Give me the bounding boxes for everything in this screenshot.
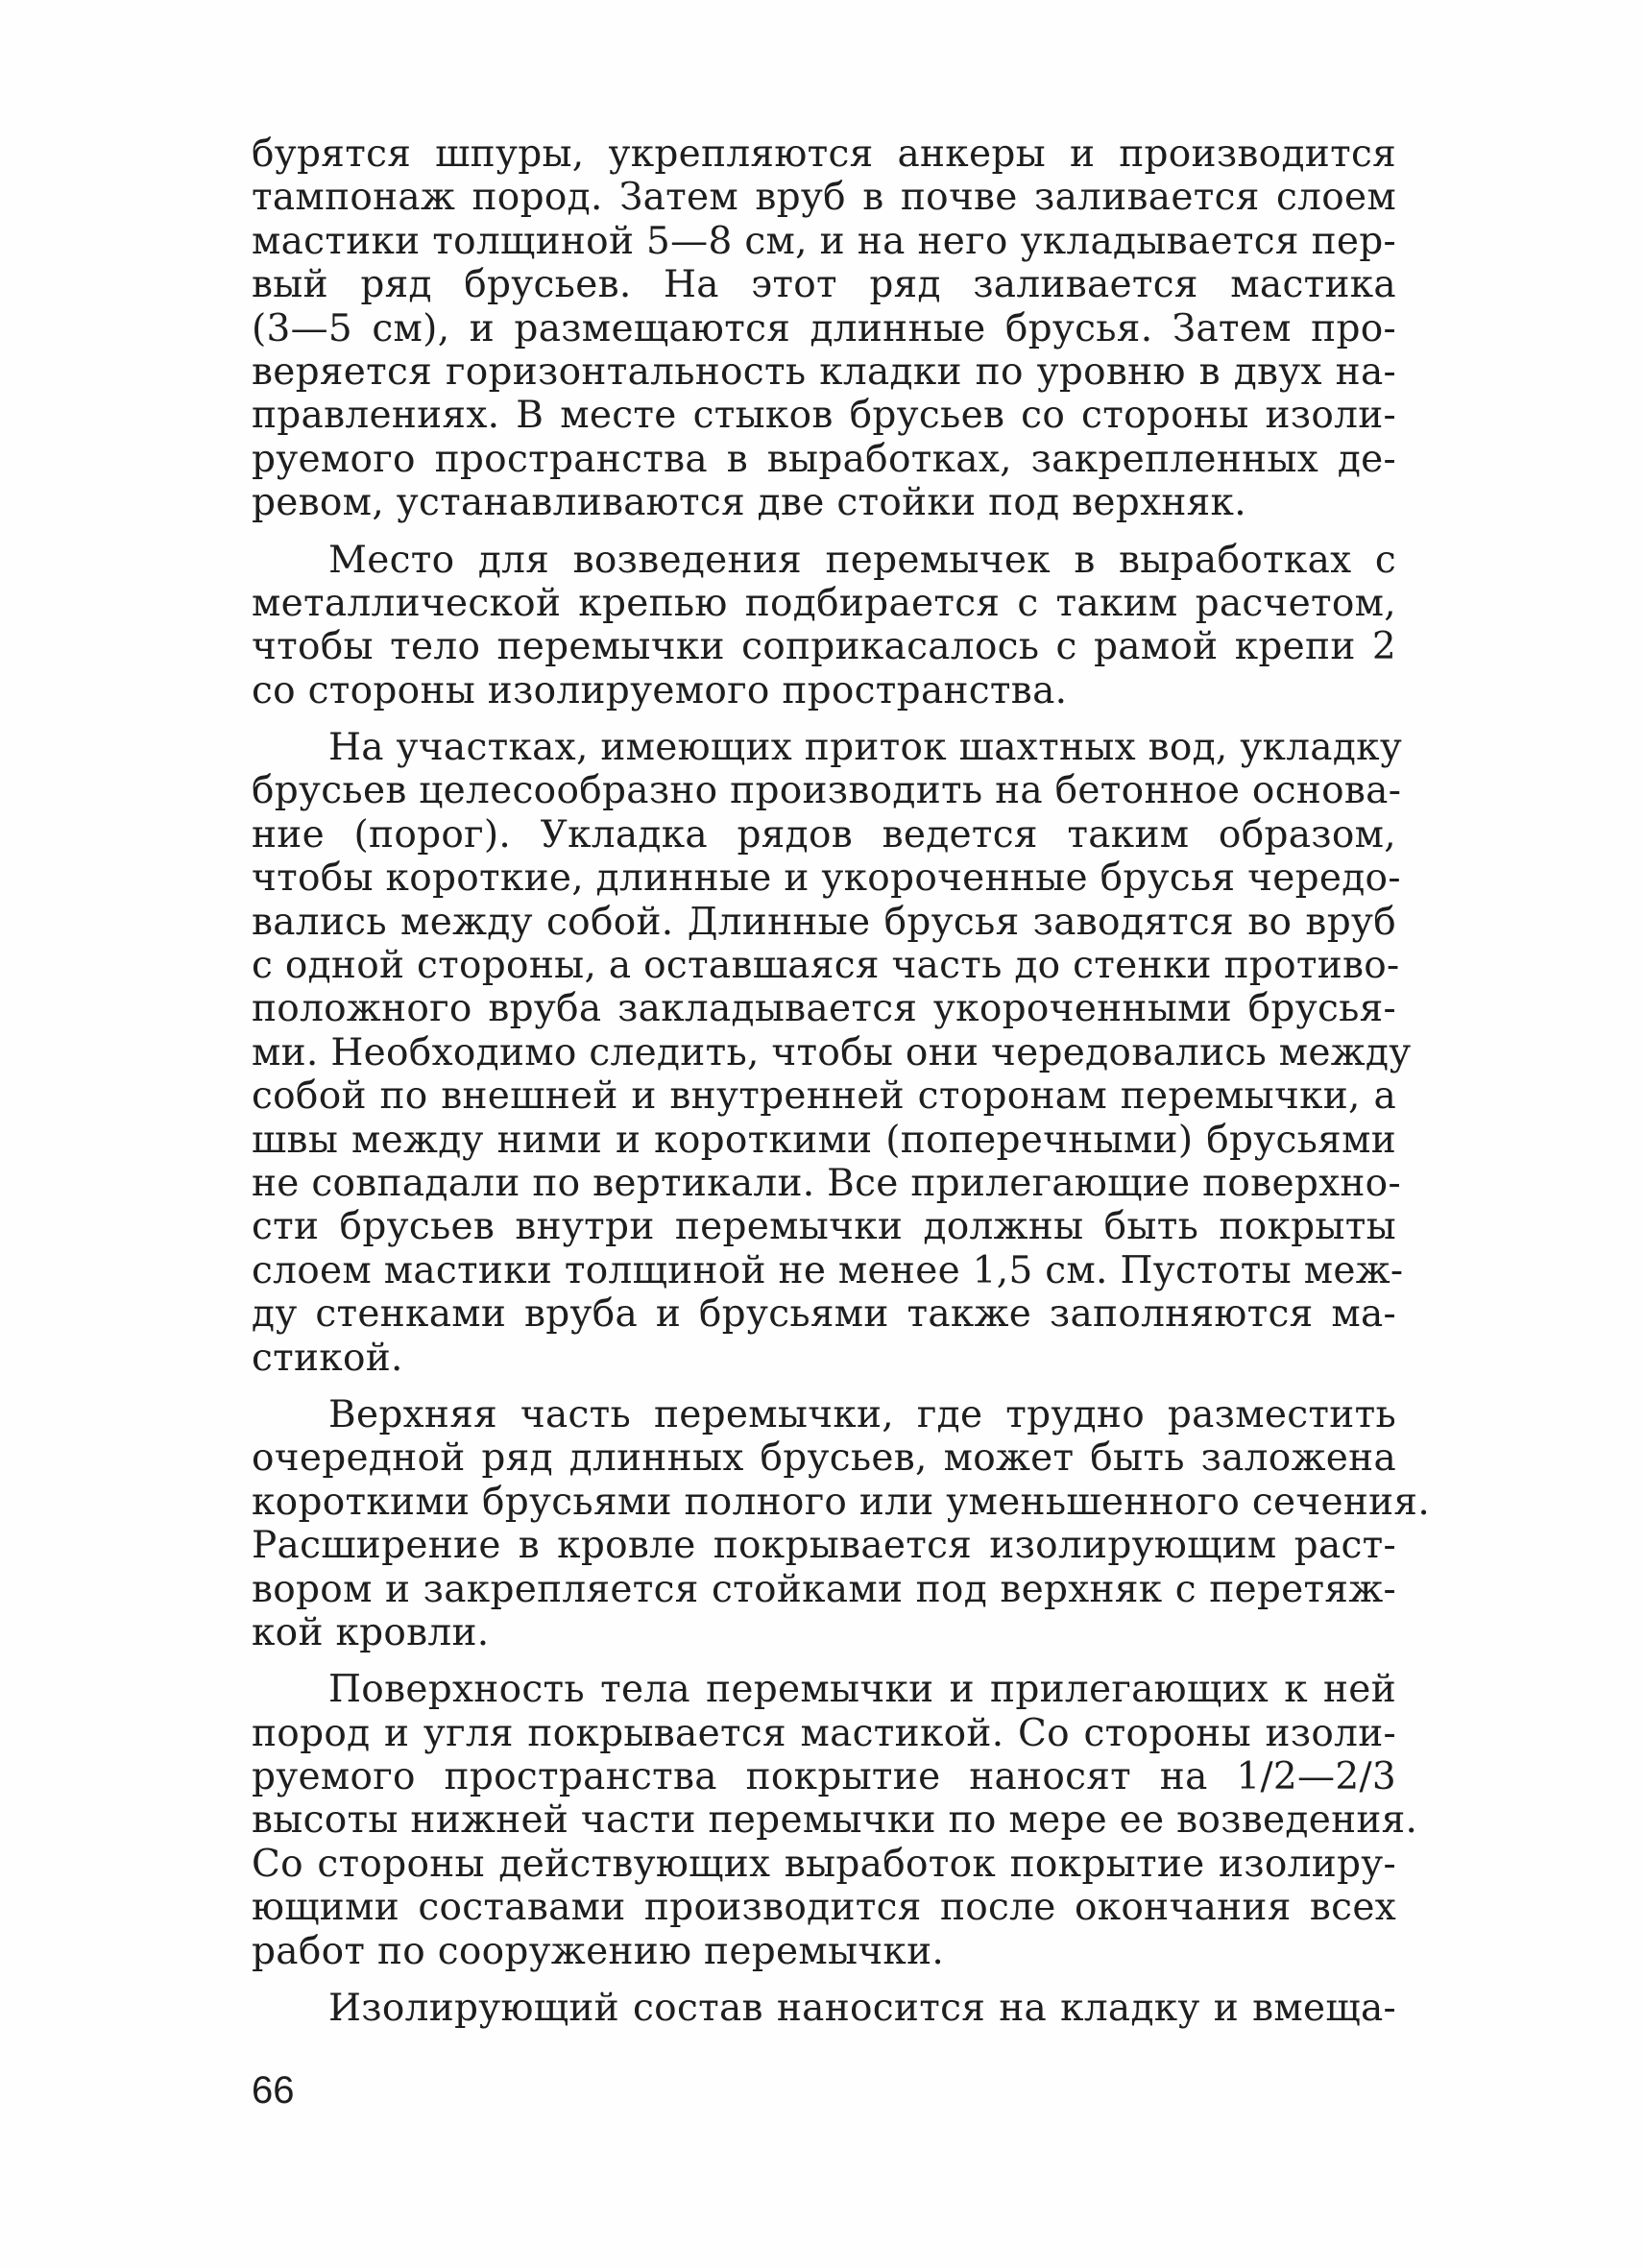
body-text: [252, 133, 1431, 2031]
text-line: сти брусьев внутри перемычки должны быть покрыты: [252, 1205, 1396, 1249]
text-line: не совпадали по вертикали. Все прилегающие поверхно-: [252, 1161, 1401, 1205]
text-line: Расширение в кровле покрывается изолирующим раст-: [252, 1524, 1396, 1568]
page-number: 66: [252, 2069, 295, 2111]
text-line: ющими составами производится после окончания всех: [252, 1886, 1396, 1930]
text-line: На участках, имеющих приток шахтных вод, укладку: [328, 726, 1403, 770]
text-line: Поверхность тела перемычки и прилегающих к ней: [328, 1668, 1396, 1712]
text-line: правлениях. В месте стыков брусьев со стороны изоли-: [252, 394, 1396, 438]
text-line: положного вруба закладывается укороченными брусья-: [252, 987, 1396, 1031]
text-line: очередной ряд длинных брусьев, может быть заложена: [252, 1436, 1396, 1481]
paragraph-1: [252, 133, 1396, 525]
text-line: швы между ними и короткими (поперечными) брусьями: [252, 1118, 1396, 1162]
text-line: Место для возведения перемычек в выработках с: [328, 538, 1396, 582]
text-line: Со стороны действующих выработок покрытие изолиру-: [252, 1842, 1396, 1886]
text-line: брусьев целесообразно производить на бетонное основа-: [252, 769, 1402, 813]
paragraph-3: [252, 726, 1412, 1380]
text-line: металлической крепью подбирается с таким расчетом,: [252, 581, 1396, 625]
text-line: работ по сооружению перемычки.: [252, 1929, 945, 1973]
text-line: вались между собой. Длинные брусья заводятся во вруб: [252, 900, 1396, 944]
paragraph-2: [252, 539, 1396, 713]
text-line: тампонаж пород. Затем вруб в почве заливается слоем: [252, 176, 1396, 220]
text-line: ние (порог). Укладка рядов ведется таким образом,: [252, 812, 1396, 857]
paragraph-5: [252, 1668, 1418, 1973]
text-line: пород и угля покрывается мастикой. Со стороны изоли-: [252, 1711, 1396, 1755]
text-line: ми. Необходимо следить, чтобы они чередовались между: [252, 1030, 1412, 1074]
text-line: Изолирующий состав наносится на кладку и вмеща-: [328, 1987, 1396, 2031]
text-line: собой по внешней и внутренней сторонам перемычки, а: [252, 1074, 1396, 1119]
text-line: ревом, устанавливаются две стойки под верхняк.: [252, 481, 1246, 525]
text-line: чтобы тело перемычки соприкасалось с рамой крепи 2: [252, 625, 1396, 669]
text-line: (3—5 см), и размещаются длинные брусья. Затем про-: [252, 306, 1396, 350]
text-line: веряется горизонтальность кладки по уровню в двух на-: [252, 350, 1396, 394]
text-line: вором и закрепляется стойками под верхняк с перетяж-: [252, 1567, 1396, 1611]
text-line: бурятся шпуры, укрепляются анкеры и производится: [252, 133, 1396, 176]
text-line: со стороны изолируемого пространства.: [252, 668, 1068, 712]
text-line: вый ряд брусьев. На этот ряд заливается мастика: [252, 263, 1396, 307]
text-line: чтобы короткие, длинные и укороченные брусья чередо-: [252, 857, 1401, 901]
text-line: короткими брусьями полного или уменьшенного сечения.: [252, 1480, 1431, 1524]
text-line: Верхняя часть перемычки, где трудно разместить: [328, 1392, 1396, 1436]
text-line: высоты нижней части перемычки по мере ее возведения.: [252, 1798, 1418, 1843]
text-line: стикой.: [252, 1336, 403, 1380]
text-line: руемого пространства покрытие наносят на 1/2—2/3: [252, 1755, 1396, 1799]
text-line: ду стенками вруба и брусьями также заполняются ма-: [252, 1292, 1396, 1337]
text-line: слоем мастики толщиной не менее 1,5 см. Пустоты меж-: [252, 1248, 1404, 1292]
text-line: с одной стороны, а оставшаяся часть до стенки противо-: [252, 944, 1400, 988]
text-line: руемого пространства в выработках, закрепленных де-: [252, 437, 1396, 481]
paragraph-6: [252, 1987, 1396, 2030]
text-line: мастики толщиной 5—8 см, и на него укладывается пер-: [252, 219, 1396, 263]
text-line: кой кровли.: [252, 1610, 490, 1654]
paragraph-4: [252, 1392, 1431, 1654]
